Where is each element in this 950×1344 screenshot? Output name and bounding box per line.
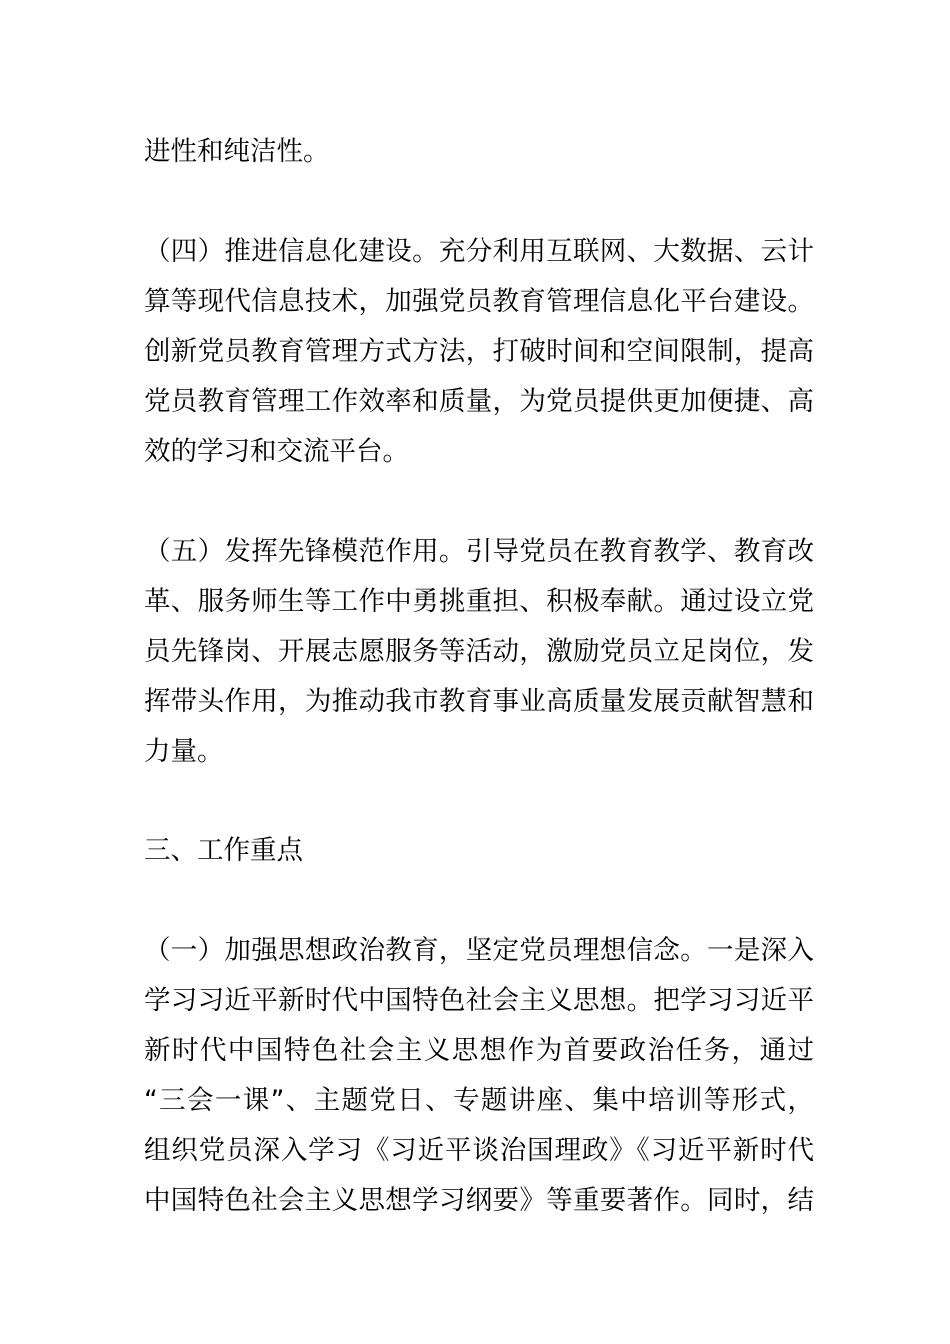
- text-line: （五）发挥先锋模范作用。引导党员在教育教学、教育改: [144, 536, 814, 567]
- section-heading: 三、工作重点: [144, 835, 303, 866]
- text-line: 算等现代信息技术，加强党员教育管理信息化平台建设。: [144, 286, 814, 317]
- text-line: 组织党员深入学习《习近平谈治国理政》《习近平新时代: [144, 1135, 814, 1166]
- text-line: 中国特色社会主义思想学习纲要》等重要著作。同时，结: [144, 1185, 814, 1216]
- text-line: 效的学习和交流平台。: [144, 436, 409, 467]
- text-line: 进性和纯洁性。: [144, 136, 330, 167]
- text-line: 革、服务师生等工作中勇挑重担、积极奉献。通过设立党: [144, 586, 814, 617]
- text-line: 新时代中国特色社会主义思想作为首要政治任务，通过: [144, 1035, 814, 1066]
- text-line: 党员教育管理工作效率和质量，为党员提供更加便捷、高: [144, 386, 814, 417]
- text-line: 挥带头作用，为推动我市教育事业高质量发展贡献智慧和: [144, 686, 814, 717]
- text-line: 力量。: [144, 736, 224, 767]
- text-line: （四）推进信息化建设。充分利用互联网、大数据、云计: [144, 236, 814, 267]
- text-line: 学习习近平新时代中国特色社会主义思想。把学习习近平: [144, 985, 814, 1016]
- text-line: 创新党员教育管理方式方法，打破时间和空间限制，提高: [144, 336, 814, 367]
- text-line: “三会一课”、主题党日、专题讲座、集中培训等形式，: [144, 1085, 814, 1116]
- text-line: （一）加强思想政治教育，坚定党员理想信念。一是深入: [144, 935, 814, 966]
- text-line: 员先锋岗、开展志愿服务等活动，激励党员立足岗位，发: [144, 636, 814, 667]
